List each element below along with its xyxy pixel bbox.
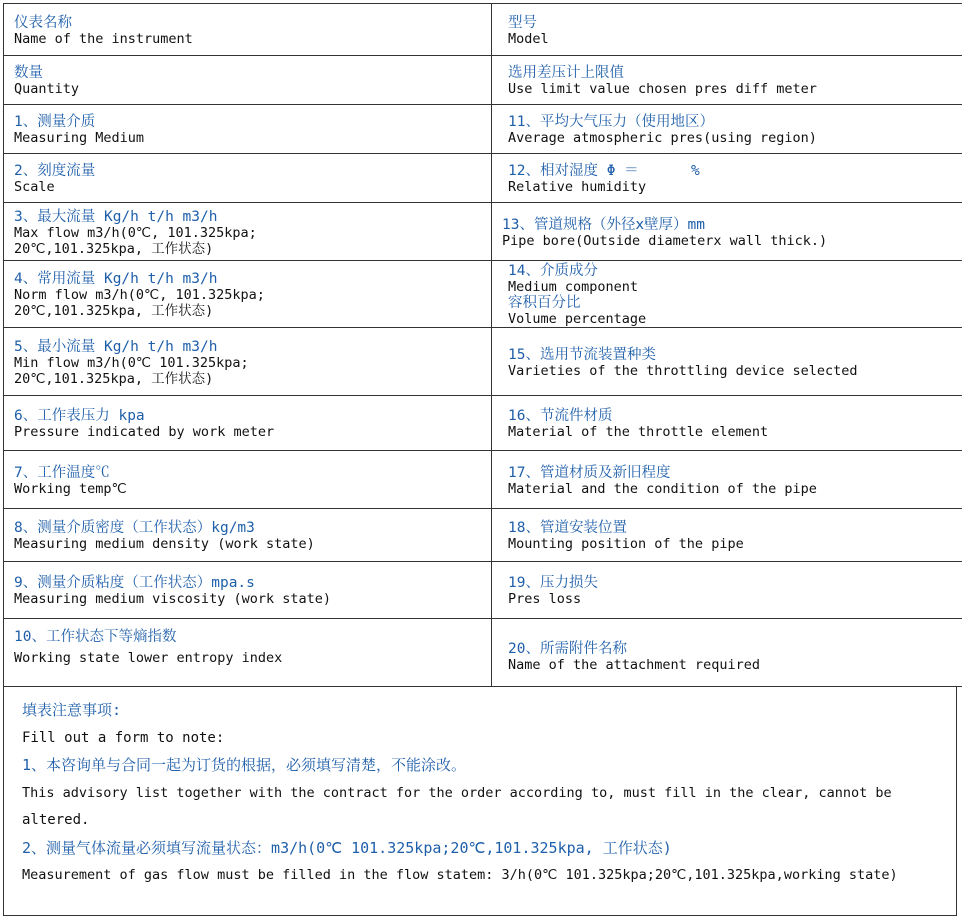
label-cn: 2、刻度流量 xyxy=(14,163,96,179)
inquiry-form-table xyxy=(3,3,962,687)
field-scale-flow[interactable] xyxy=(4,154,492,203)
field-work-temp[interactable] xyxy=(4,451,492,509)
field-throttle-material[interactable] xyxy=(492,396,962,451)
field-measuring-medium[interactable] xyxy=(4,105,492,154)
label-en: Norm flow m3/h(0℃, 101.325kpa; xyxy=(14,287,265,303)
label-en: Medium component xyxy=(508,279,639,295)
label-cn: 3、最大流量 Kg/h t/h m3/h xyxy=(14,208,218,225)
note-2-cn: 2、测量气体流量必须填写流量状态：m3/h(0℃ 101.325kpa;20℃,101.325kpa, 工作状态) xyxy=(22,838,672,857)
label-cn: 6、工作表压力 kpa xyxy=(14,408,145,424)
field-work-pressure[interactable] xyxy=(4,396,492,451)
label-en: Measuring medium density (work state) xyxy=(14,536,315,552)
label-cn: 12、相对湿度 Φ ＝ % xyxy=(508,163,700,179)
label-en-line2: 20℃,101.325kpa, 工作状态) xyxy=(14,370,214,387)
notes-title-cn: 填表注意事项: xyxy=(22,701,122,719)
label-en: Pres loss xyxy=(508,591,582,607)
field-medium-viscosity[interactable] xyxy=(4,562,492,619)
field-atmospheric-pressure[interactable] xyxy=(492,105,962,154)
label-en: Relative humidity xyxy=(508,179,647,195)
label-cn: 仪表名称 xyxy=(14,14,72,31)
label-cn: 5、最小流量 Kg/h t/h m3/h xyxy=(14,338,218,355)
label-en: Working temp℃ xyxy=(14,480,127,497)
label-en: Average atmospheric pres(using region) xyxy=(508,130,817,146)
field-pres-diff-limit[interactable] xyxy=(492,56,962,105)
label-en: Name of the attachment required xyxy=(508,656,760,673)
label-en: Material and the condition of the pipe xyxy=(508,480,817,497)
field-max-flow[interactable] xyxy=(4,203,492,261)
form-notes-section xyxy=(3,686,957,916)
label-cn: 1、测量介质 xyxy=(14,114,96,130)
form-row xyxy=(4,4,962,56)
label-cn-line2: 容积百分比 xyxy=(508,295,581,311)
label-en: Working state lower entropy index xyxy=(14,650,283,666)
form-row xyxy=(4,509,962,562)
form-row xyxy=(4,396,962,451)
label-cn: 15、选用节流装置种类 xyxy=(508,346,656,363)
label-cn: 选用差压计上限值 xyxy=(508,65,624,81)
label-cn: 11、平均大气压力（使用地区） xyxy=(508,114,714,130)
label-cn: 20、所需附件名称 xyxy=(508,640,627,657)
note-2-en: Measurement of gas flow must be filled in the flow statem: 3/h(0℃ 101.325kpa;20℃,101.325kpa,working state) xyxy=(22,867,898,883)
label-en: Model xyxy=(508,30,549,47)
field-pres-loss[interactable] xyxy=(492,562,962,619)
label-cn: 14、介质成分 xyxy=(508,263,598,279)
field-pipe-bore[interactable] xyxy=(492,203,962,261)
field-instrument-name[interactable] xyxy=(4,4,492,56)
label-en: Min flow m3/h(0℃ 101.325kpa; xyxy=(14,354,249,371)
label-en-line2: 20℃,101.325kpa, 工作状态) xyxy=(14,240,214,257)
form-row xyxy=(4,451,962,509)
label-cn: 7、工作温度℃ xyxy=(14,464,110,481)
label-en: Name of the instrument xyxy=(14,30,193,47)
label-cn: 数量 xyxy=(14,65,43,81)
label-cn: 19、压力损失 xyxy=(508,575,598,591)
label-cn: 型号 xyxy=(508,14,537,31)
label-en: Pipe bore(Outside diameterx wall thick.) xyxy=(502,232,828,249)
field-throttling-device[interactable] xyxy=(492,328,962,396)
label-cn: 16、节流件材质 xyxy=(508,408,613,424)
form-row xyxy=(4,261,962,328)
label-cn: 8、测量介质密度（工作状态）kg/m3 xyxy=(14,520,255,536)
note-1-en: This advisory list together with the contract for the order according to, must fill in the clear, cannot be xyxy=(22,784,892,801)
label-en: Material of the throttle element xyxy=(508,424,769,440)
label-en: Varieties of the throttling device selected xyxy=(508,362,858,379)
field-model[interactable] xyxy=(492,4,962,56)
label-cn: 10、工作状态下等熵指数 xyxy=(14,629,177,645)
label-cn: 9、测量介质粘度（工作状态）mpa.s xyxy=(14,575,255,591)
form-row xyxy=(4,328,962,396)
field-entropy-index[interactable] xyxy=(4,619,492,687)
field-pipe-material[interactable] xyxy=(492,451,962,509)
label-cn: 18、管道安装位置 xyxy=(508,520,627,536)
label-en: Max flow m3/h(0℃, 101.325kpa; xyxy=(14,224,257,241)
label-en: Mounting position of the pipe xyxy=(508,536,744,552)
field-quantity[interactable] xyxy=(4,56,492,105)
label-en-line2: 20℃,101.325kpa, 工作状态) xyxy=(14,303,214,319)
field-min-flow[interactable] xyxy=(4,328,492,396)
field-attachment-name[interactable] xyxy=(492,619,962,687)
label-en: Scale xyxy=(14,179,55,195)
form-row xyxy=(4,105,962,154)
label-cn: 4、常用流量 Kg/h t/h m3/h xyxy=(14,271,218,287)
label-en: Use limit value chosen pres diff meter xyxy=(508,81,817,97)
notes-title-en: Fill out a form to note: xyxy=(22,729,225,746)
form-row xyxy=(4,619,962,687)
label-en: Measuring medium viscosity (work state) xyxy=(14,591,331,607)
form-row xyxy=(4,56,962,105)
form-row xyxy=(4,154,962,203)
field-relative-humidity[interactable] xyxy=(492,154,962,203)
field-medium-density[interactable] xyxy=(4,509,492,562)
form-row xyxy=(4,562,962,619)
field-norm-flow[interactable] xyxy=(4,261,492,328)
label-cn: 17、管道材质及新旧程度 xyxy=(508,464,671,481)
note-1-cn: 1、本咨询单与合同一起为订货的根据，必须填写清楚，不能涂改。 xyxy=(22,756,467,774)
form-row xyxy=(4,203,962,261)
field-medium-component[interactable] xyxy=(492,261,962,328)
label-en: Quantity xyxy=(14,81,80,97)
field-mounting-position[interactable] xyxy=(492,509,962,562)
label-en: Measuring Medium xyxy=(14,130,145,146)
label-en-line2: Volume percentage xyxy=(508,311,647,327)
label-cn: 13、管道规格（外径ⅹ壁厚）mm xyxy=(502,216,705,233)
note-1-en-line2: altered. xyxy=(22,812,90,828)
label-en: Pressure indicated by work meter xyxy=(14,424,275,440)
